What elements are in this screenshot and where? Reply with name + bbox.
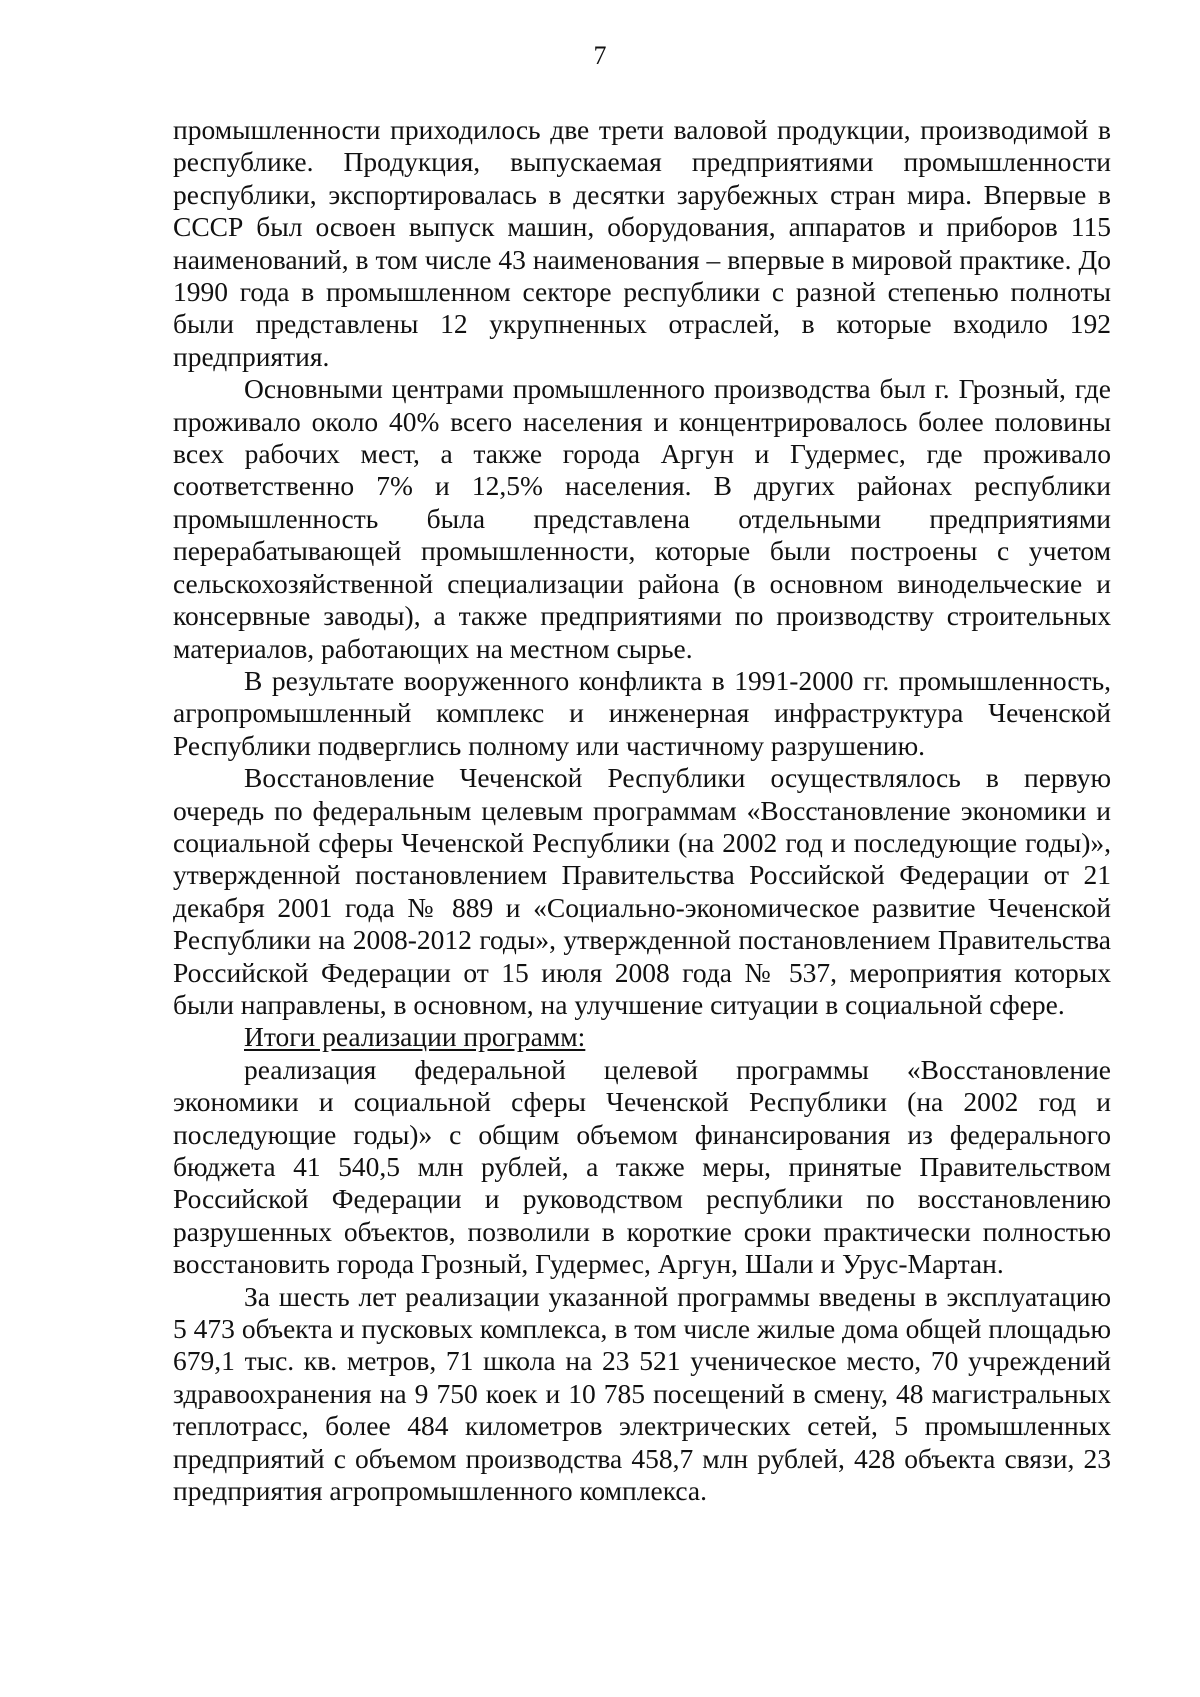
- section-heading-text: Итоги реализации программ:: [244, 1021, 586, 1053]
- paragraph: промышленности приходилось две трети валовой продукции, производимой в республике. Продукция, выпускаемая предприятиями промышленности республики, экспортировалась в десятки зарубежных стран мира. Впервые в СССР был освоен выпуск машин, оборудования, аппаратов и приборов 115 наименований, в том числе 43 наименования – впервые в мировой практике. До 1990 года в промышленном секторе республики с разной степенью полноты были представлены 12 укрупненных отраслей, в которые входило 192 предприятия.: [173, 114, 1111, 372]
- document-body: [173, 114, 1111, 1507]
- paragraph: В результате вооруженного конфликта в 1991-2000 гг. промышленность, агропромышленный комплекс и инженерная инфраструктура Чеченской Республики подверглись полному или частичному разрушению.: [173, 664, 1111, 761]
- paragraph: реализация федеральной целевой программы «Восстановление экономики и социальной сферы Чеченской Республики (на 2002 год и последующие годы)» с общим объемом финансирования из федерального бюджета 41 540,5 млн рублей, а также меры, принятые Правительством Российской Федерации и руководством республики по восстановлению разрушенных объектов, позволили в короткие сроки практически полностью восстановить города Грозный, Гудермес, Аргун, Шали и Урус-Мартан.: [173, 1053, 1111, 1280]
- paragraph: Основными центрами промышленного производства был г. Грозный, где проживало около 40% всего населения и концентрировалось более половины всех рабочих мест, а также города Аргун и Гудермес, где проживало соответственно 7% и 12,5% населения. В других районах республики промышленность была представлена отдельными предприятиями перерабатывающей промышленности, которые были построены с учетом сельскохозяйственной специализации района (в основном винодельческие и консервные заводы), а также предприятиями по производству строительных материалов, работающих на местном сырье.: [173, 373, 1111, 664]
- paragraph: Восстановление Чеченской Республики осуществлялось в первую очередь по федеральным целевым программам «Восстановление экономики и социальной сферы Чеченской Республики (на 2002 год и последующие годы)», утвержденной постановлением Правительства Российской Федерации от 21 декабря 2001 года № 889 и «Социально-экономическое развитие Чеченской Республики на 2008-2012 годы», утвержденной постановлением Правительства Российской Федерации от 15 июля 2008 года № 537, мероприятия которых были направлены, в основном, на улучшение ситуации в социальной сфере.: [173, 762, 1111, 1020]
- paragraph: За шесть лет реализации указанной программы введены в эксплуатацию 5 473 объекта и пусковых комплекса, в том числе жилые дома общей площадью 679,1 тыс. кв. метров, 71 школа на 23 521 ученическое место, 70 учреждений здравоохранения на 9 750 коек и 10 785 посещений в смену, 48 магистральных теплотрасс, более 484 километров электрических сетей, 5 промышленных предприятий с объемом производства 458,7 млн рублей, 428 объекта связи, 23 предприятия агропромышленного комплекса.: [173, 1280, 1111, 1507]
- section-heading: [173, 1021, 1111, 1053]
- page-number: 7: [593, 41, 607, 70]
